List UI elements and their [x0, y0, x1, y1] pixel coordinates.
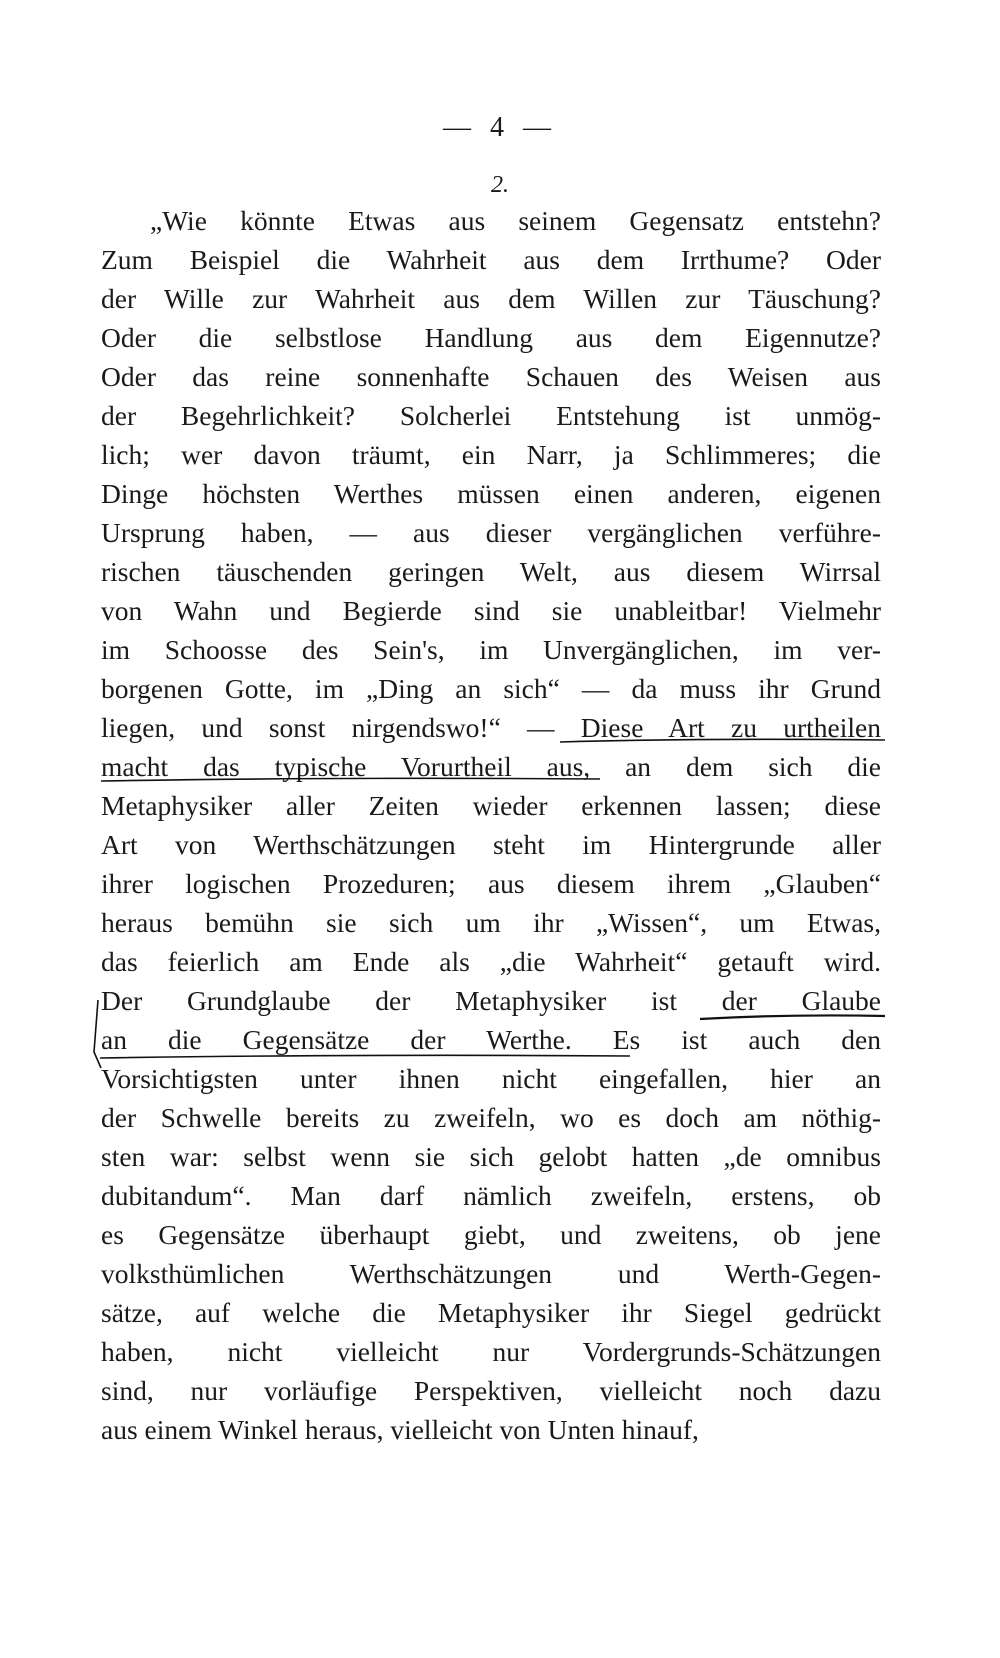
text-line: sätze, auf welche die Metaphysiker ihr Siegel gedrückt	[101, 1297, 881, 1328]
text-line: Oder die selbstlose Handlung aus dem Eigennutze?	[101, 322, 881, 353]
text-line: heraus bemühn sie sich um ihr „Wissen“, um Etwas,	[101, 907, 881, 938]
text-line: liegen, und sonst nirgendswo!“ — Diese Art zu urtheilen	[101, 712, 881, 743]
text-line: rischen täuschenden geringen Welt, aus diesem Wirrsal	[101, 556, 881, 587]
text-line: macht das typische Vorurtheil aus, an dem sich die	[101, 751, 881, 782]
text-line: borgenen Gotte, im „Ding an sich“ — da muss ihr Grund	[101, 673, 881, 704]
text-line: das feierlich am Ende als „die Wahrheit“ getauft wird.	[101, 946, 881, 977]
text-line: im Schoosse des Sein's, im Unvergänglichen, im ver-	[101, 634, 881, 665]
text-line: der Wille zur Wahrheit aus dem Willen zur Täuschung?	[101, 283, 881, 314]
section-number: 2.	[491, 172, 509, 198]
text-line: Dinge höchsten Werthes müssen einen anderen, eigenen	[101, 478, 881, 509]
text-line: Ursprung haben, — aus dieser vergänglichen verführe-	[101, 517, 881, 548]
text-line: sten war: selbst wenn sie sich gelobt hatten „de omnibus	[101, 1141, 881, 1172]
text-line: an die Gegensätze der Werthe. Es ist auch den	[101, 1024, 881, 1055]
text-line: Vorsichtigsten unter ihnen nicht eingefallen, hier an	[101, 1063, 881, 1094]
text-line: Metaphysiker aller Zeiten wieder erkennen lassen; diese	[101, 790, 881, 821]
text-line: von Wahn und Begierde sind sie unableitbar! Vielmehr	[101, 595, 881, 626]
text-line: aus einem Winkel heraus, vielleicht von Unten hinauf,	[101, 1414, 699, 1445]
text-line: sind, nur vorläufige Perspektiven, vielleicht noch dazu	[101, 1375, 881, 1406]
text-line: lich; wer davon träumt, ein Narr, ja Schlimmeres; die	[101, 439, 881, 470]
margin-bracket-mark	[94, 1000, 101, 1068]
text-line: „Wie könnte Etwas aus seinem Gegensatz entstehn?	[150, 205, 881, 236]
page-number: — 4 —	[443, 112, 557, 143]
text-line: ihrer logischen Prozeduren; aus diesem ihrem „Glauben“	[101, 868, 881, 899]
text-line: haben, nicht vielleicht nur Vordergrunds-Schätzungen	[101, 1336, 881, 1367]
text-line: Der Grundglaube der Metaphysiker ist der Glaube	[101, 985, 881, 1016]
text-line: es Gegensätze überhaupt giebt, und zweitens, ob jene	[101, 1219, 881, 1250]
text-line: der Schwelle bereits zu zweifeln, wo es doch am nöthig-	[101, 1102, 881, 1133]
text-line: Oder das reine sonnenhafte Schauen des Weisen aus	[101, 361, 881, 392]
text-line: Zum Beispiel die Wahrheit aus dem Irrthume? Oder	[101, 244, 881, 275]
text-line: Art von Werthschätzungen steht im Hintergrunde aller	[101, 829, 881, 860]
text-line: volksthümlichen Werthschätzungen und Werth-Gegen-	[101, 1258, 881, 1289]
text-line: der Begehrlichkeit? Solcherlei Entstehung ist unmög-	[101, 400, 881, 431]
text-line: dubitandum“. Man darf nämlich zweifeln, erstens, ob	[101, 1180, 881, 1211]
